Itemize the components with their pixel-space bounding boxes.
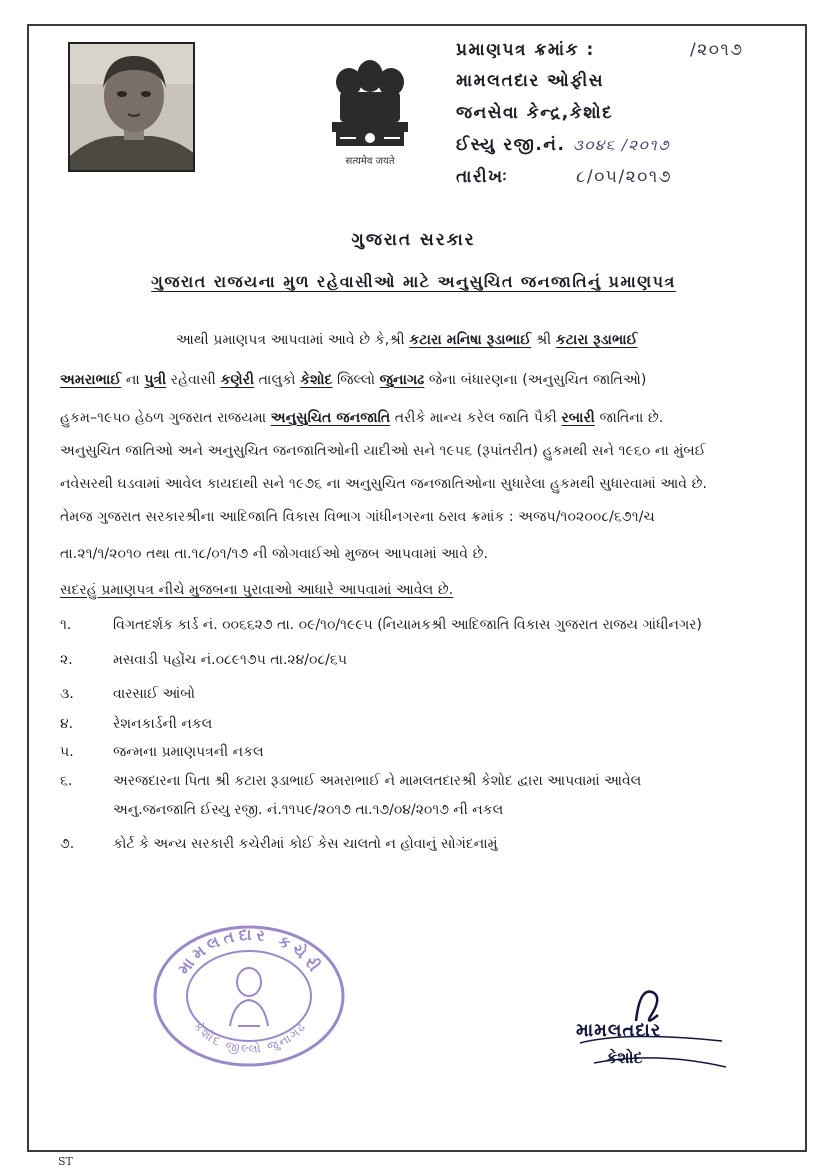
- father-name-cont: અમરાભાઈ: [60, 372, 122, 388]
- evidence-item: અરજદારના પિતા શ્રી કટારા રૂડાભાઈ અમરાભાઈ ને મામલતદારશ્રી કેશોદ દ્વારા આપવામાં આવેલ: [113, 773, 642, 789]
- issue-register-row: [456, 135, 670, 155]
- evidence-number: ૪.: [60, 716, 74, 732]
- evidence-number: ૨.: [60, 652, 73, 668]
- body-line-4: અનુસુચિત જાતિઓ અને અનુસુચિત જનજાતિઓની યાદીઓ સને ૧૯૫૬ (રૂપાંતરીત) હુકમથી સને ૧૯૬૦ ના મુંબઈ: [60, 443, 706, 459]
- body-line-6: તેમજ ગુજરાત સરકારશ્રીના આદિજાતિ વિકાસ વિભાગ ગાંધીનગરના ઠરાવ ક્રમાંક : અજપ/૧૦૨૦૦૮/૬૭૧/ચ: [60, 509, 655, 525]
- certificate-number-label: પ્રમાણપત્ર ક્રમાંક :: [456, 40, 595, 60]
- body-line-5: નવેસરથી ઘડવામાં આવેલ કાયદાથી સને ૧૯૭૬ ના અનુસુચિત જનજાતિઓના સુધારેલા હુકમથી સુધારવામાં આવે છે.: [60, 476, 708, 492]
- relation: પુત્રી: [144, 372, 167, 388]
- evidence-item: રેશનકાર્ડની નકલ: [113, 716, 213, 732]
- body-line-3: [60, 410, 663, 426]
- body-text: જાતિના છે.: [594, 410, 664, 426]
- district: જુનાગઢ: [379, 372, 425, 388]
- body-text: આથી પ્રમાણપત્ર આપવામાં આવે છે કે,શ્રી: [176, 332, 410, 348]
- national-emblem-icon: [322, 52, 418, 166]
- office-stamp: [150, 922, 348, 1068]
- issue-register-value: ૩૦૪૬ /૨૦૧૭: [572, 136, 670, 154]
- body-text: જિલ્લો: [332, 372, 380, 388]
- evidence-number: ૧.: [60, 617, 72, 633]
- taluka: કેશોદ: [300, 372, 333, 388]
- evidence-number: ૬.: [60, 773, 73, 789]
- footer-mark: ST: [58, 1155, 73, 1168]
- body-line-1: [176, 332, 638, 348]
- body-text: ના: [121, 372, 145, 388]
- svg-text:કેશોદ જીલ્લો જુનાગઢ: [191, 1019, 309, 1056]
- government-title: ગુજરાત સરકાર: [351, 230, 476, 250]
- emblem-motto: सत्यमेव जयते: [345, 156, 395, 167]
- caste: રબારી: [561, 410, 595, 426]
- evidence-number: ૫.: [60, 744, 74, 760]
- signatory-place: કેશોદ: [606, 1048, 643, 1067]
- evidence-item: વિગતદર્શક કાર્ડ નં. ૦૦૬૬૨૭ તા. ૦૯/૧૦/૧૯૯૫ (નિયામકશ્રી આદિજાતિ વિકાસ ગુજરાત રાજય ગાંધીનગર): [113, 617, 702, 633]
- applicant-name: કટારા મનિષા રૂડાભાઈ: [409, 332, 532, 348]
- service-center: જનસેવા કેન્દ્ર,કેશોદ: [456, 103, 614, 123]
- body-text: રહેવાસી: [166, 372, 221, 388]
- office-name: મામલતદાર ઓફીસ: [456, 71, 605, 91]
- body-text: શ્રી: [531, 332, 556, 348]
- certificate-number-value: /૨૦૧૭: [690, 40, 744, 60]
- body-line-2: [60, 372, 646, 388]
- father-name: કટારા રૂડાભાઈ: [555, 332, 638, 348]
- date-label: તારીખઃ: [456, 167, 509, 187]
- body-text: તરીકે માન્ય કરેલ જાતિ પૈકી: [390, 410, 562, 426]
- evidence-item: મસવાડી પહોંચ નં.૦૮૯૧૭૫ તા.૨૪/૦૮/૬૫: [113, 652, 347, 668]
- signatory-title: મામલતદાર: [576, 1020, 662, 1041]
- village: કણેરી: [220, 372, 255, 388]
- evidence-number: ૩.: [60, 686, 74, 702]
- evidence-number: ૭.: [60, 836, 75, 852]
- category: અનુસુચિત જનજાતિ: [270, 410, 391, 426]
- certificate-number-row: [456, 40, 744, 60]
- stamp-bottom-text: કેશોદ જીલ્લો જુનાગઢ: [190, 1019, 310, 1057]
- certificate-title: [0, 272, 827, 292]
- issue-register-label: ઈસ્યુ રજી.નં.: [456, 135, 566, 155]
- body-text: તાલુકો: [254, 372, 301, 388]
- stamp-top-text: મામલતદાર કચેરી: [173, 924, 327, 978]
- date-row: [456, 167, 673, 187]
- body-text: જેના બંધારણના (અનુસુચિત જાતિઓ): [424, 372, 647, 388]
- certificate-title-text: ગુજરાત રાજયના મુળ રહેવાસીઓ માટે અનુસુચિત જનજાતિનું પ્રમાણપત્ર: [151, 272, 676, 291]
- evidence-item: વારસાઈ આંબો: [113, 686, 195, 702]
- evidence-heading: સદરહું પ્રમાણપત્ર નીચે મુજબના પુરાવાઓ આધારે આપવામાં આવેલ છે.: [60, 582, 454, 598]
- evidence-item: જન્મના પ્રમાણપત્રની નકલ: [113, 744, 264, 760]
- evidence-item-cont: અનુ.જનજાતિ ઈસ્યુ રજી. નં.૧૧૫૯/૨૦૧૭ તા.૧૭/૦૪/૨૦૧૭ ની નકલ: [113, 802, 504, 818]
- evidence-item: કોર્ટ કે અન્ય સરકારી કચેરીમાં કોઈ કેસ ચાલતો ન હોવાનું સોગંદનામું: [113, 836, 498, 852]
- applicant-photo: [68, 42, 195, 172]
- body-line-7: તા.૨૧/૧/૨૦૧૦ તથા તા.૧૮/૦૧/૧૭ ની જોગવાઈઓ મુજબ આપવામાં આવે છે.: [60, 546, 489, 562]
- body-text: હુકમ–૧૯૫૦ હેઠળ ગુજરાત રાજયમા: [60, 410, 271, 426]
- date-value: ૮/૦૫/૨૦૧૭: [576, 167, 673, 187]
